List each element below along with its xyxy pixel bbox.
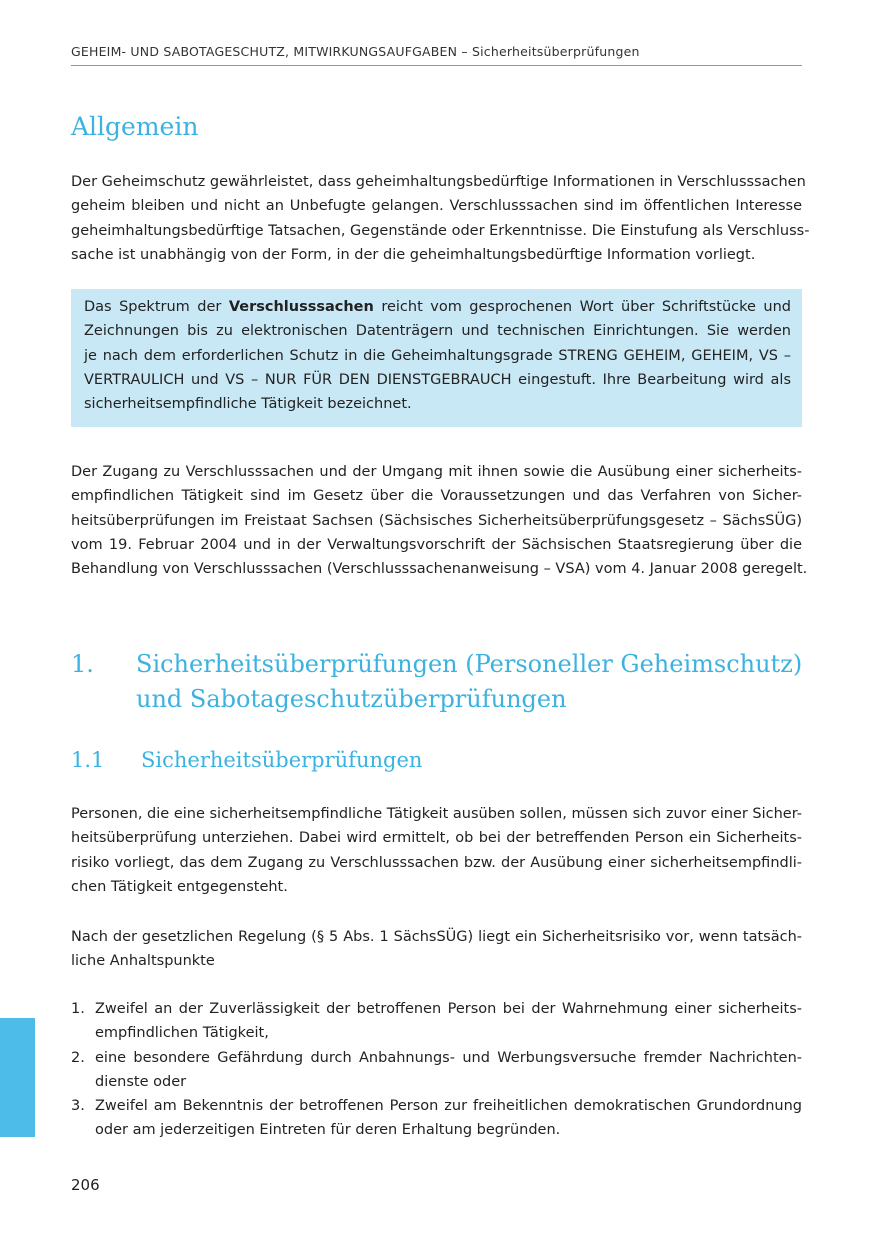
text-line: Der Geheimschutz gewährleistet, dass geheimhaltungsbedürftige Informationen in Verschlusssachen	[71, 174, 806, 190]
list-marker: 2.	[71, 1049, 85, 1066]
text-line: Zweifel an der Zuverlässigkeit der betroffenen Person bei der Wahrnehmung einer sicherheits-	[95, 1001, 802, 1017]
text-line: sicherheitsempfindliche Tätigkeit bezeichnet.	[84, 396, 412, 413]
list-item-text	[95, 997, 802, 1046]
text-line: dienste oder	[95, 1073, 187, 1090]
text-line: Nach der gesetzlichen Regelung (§ 5 Abs. 1 SächsSÜG) liegt ein Sicherheitsrisiko vor, wenn tatsäch-	[71, 929, 802, 945]
risk-criteria-list	[71, 997, 802, 1143]
header-section: GEHEIM- UND SABOTAGESCHUTZ, MITWIRKUNGSAUFGABEN	[71, 44, 458, 59]
text-run: Das Spektrum der	[84, 299, 229, 315]
text-line: je nach dem erforderlichen Schutz in die Geheimhaltungsgrade STRENG GEHEIM, GEHEIM, VS –	[84, 347, 791, 364]
section-title-line: Sicherheitsüberprüfungen (Personeller Geheimschutz)	[136, 650, 803, 678]
text-line: sache ist unabhängig von der Form, in der die geheimhaltungsbedürftige Information vorliegt.	[71, 246, 756, 263]
list-marker: 3.	[71, 1098, 85, 1115]
paragraph-gesetzliche-regelung	[71, 925, 802, 974]
text-line: empfindlichen Tätigkeit sind im Gesetz über die Voraussetzungen und das Verfahren von Sicher-	[71, 488, 802, 505]
text-line: geheim bleiben und nicht an Unbefugte gelangen. Verschlusssachen sind im öffentlichen Interesse	[71, 198, 802, 215]
text-line: eine besondere Gefährdung durch Anbahnungs- und Werbungsversuche fremder Nachrichten-	[95, 1049, 802, 1066]
heading-section-1-1	[71, 748, 422, 772]
text-line: empfindlichen Tätigkeit,	[95, 1025, 269, 1042]
heading-allgemein: Allgemein	[71, 112, 199, 141]
text-line: Personen, die eine sicherheitsempfindliche Tätigkeit ausüben sollen, müssen sich zuvor einer Sicher-	[71, 806, 802, 822]
paragraph-sicherheitsueberpruefung	[71, 802, 802, 899]
text-line: heitsüberprüfungen im Freistaat Sachsen (Sächsisches Sicherheitsüberprüfungsgesetz – SächsSÜG)	[71, 512, 802, 529]
info-box-text	[84, 295, 791, 416]
text-line	[84, 295, 791, 319]
list-item	[71, 997, 802, 1046]
text-line: Behandlung von Verschlusssachen (Verschlusssachenanweisung – VSA) vom 4. Januar 2008 geregelt.	[71, 561, 808, 578]
list-item-text	[95, 1046, 802, 1095]
chapter-side-tab	[0, 1018, 35, 1137]
text-run: reicht vom gesprochenen Wort über Schriftstücke und	[373, 299, 791, 315]
list-marker: 1.	[71, 1001, 85, 1017]
paragraph-geheimschutz	[71, 170, 810, 267]
text-line: Zweifel am Bekenntnis der betroffenen Person zur freiheitlichen demokratischen Grundordnung	[95, 1098, 802, 1115]
running-header	[71, 44, 802, 66]
list-item-text	[95, 1094, 802, 1143]
text-line: geheimhaltungsbedürftige Tatsachen, Gegenstände oder Erkenntnisse. Die Einstufung als Verschluss-	[71, 222, 810, 239]
section-title-line: und Sabotageschutzüberprüfungen	[136, 685, 567, 713]
section-title	[136, 647, 802, 717]
subsection-title: Sicherheitsüberprüfungen	[141, 748, 423, 772]
list-item	[71, 1094, 802, 1143]
text-line: risiko vorliegt, das dem Zugang zu Verschlusssachen bzw. der Ausübung einer sicherheitsempfindli-	[71, 854, 802, 871]
text-line: chen Tätigkeit entgegensteht.	[71, 878, 288, 895]
header-subsection: Sicherheitsüberprüfungen	[472, 44, 640, 59]
header-separator: –	[457, 44, 472, 59]
text-line: heitsüberprüfung unterziehen. Dabei wird ermittelt, ob bei der betreffenden Person ein Sicherheits-	[71, 830, 802, 847]
subsection-number: 1.1	[71, 748, 105, 772]
page-number: 206	[71, 1176, 100, 1194]
paragraph-zugang	[71, 460, 808, 581]
text-line: vom 19. Februar 2004 und in der Verwaltungsvorschrift der Sächsischen Staatsregierung über die	[71, 536, 802, 553]
text-line: liche Anhaltspunkte	[71, 953, 215, 970]
text-line: VERTRAULICH und VS – NUR FÜR DEN DIENSTGEBRAUCH eingestuft. Ihre Bearbeitung wird als	[84, 371, 791, 388]
text-line: Der Zugang zu Verschlusssachen und der Umgang mit ihnen sowie die Ausübung einer sicherheits-	[71, 464, 802, 480]
bold-term: Verschlusssachen	[228, 299, 374, 315]
section-number: 1.	[71, 650, 94, 678]
info-box-verschlusssachen	[71, 289, 802, 427]
list-item	[71, 1046, 802, 1095]
text-line: Zeichnungen bis zu elektronischen Datenträgern und technischen Einrichtungen. Sie werden	[84, 323, 791, 340]
text-line: oder am jederzeitigen Eintreten für deren Erhaltung begründen.	[95, 1122, 561, 1139]
